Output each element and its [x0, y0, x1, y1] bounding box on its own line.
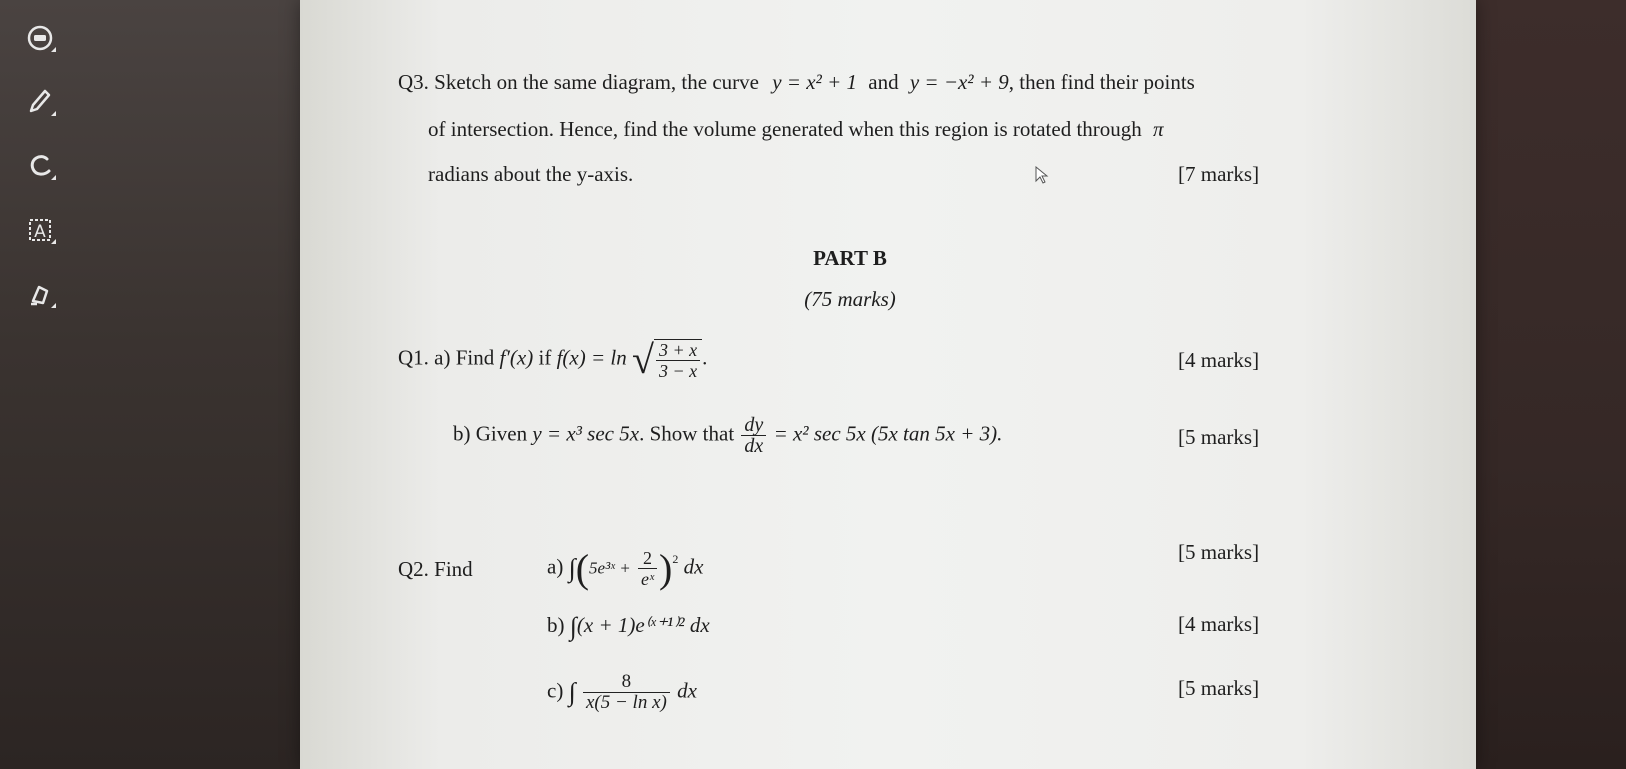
q1b-marks: [5 marks] [1178, 425, 1260, 449]
cursor-icon [1035, 166, 1049, 189]
q2b-expression: b) ∫(x + 1)e⁽ˣ⁺¹⁾² dx [547, 612, 710, 641]
q1b-text: b) Given [453, 421, 528, 446]
if-word: if [538, 345, 552, 370]
q2a-dx: dx [683, 554, 704, 579]
q2a-denominator: eˣ [640, 569, 655, 589]
integral-symbol: ∫ [568, 553, 576, 583]
show-that: . Show that [639, 421, 735, 446]
q3-text: Q3. Sketch on the same diagram, the curve [398, 70, 759, 94]
curve-2: y = −x² + 9 [909, 70, 1009, 94]
document-page [300, 0, 1476, 769]
q2-label: Q2. Find [398, 557, 473, 581]
sqrt-numerator: 3 + x [656, 340, 700, 361]
q1a-text: Q1. a) Find [398, 345, 495, 370]
curve-1: y = x² + 1 [772, 70, 857, 94]
q3-text-suffix: , then find their points [1008, 70, 1195, 94]
q2c-marks: [5 marks] [1178, 676, 1260, 700]
q1b-rhs: = x² sec 5x (5x tan 5x + 3). [773, 421, 1003, 446]
q3-line3: radians about the y-axis. [428, 162, 634, 186]
text-box-tool[interactable] [20, 210, 60, 250]
pi-symbol: π [1153, 117, 1164, 141]
lasso-tool[interactable] [20, 146, 60, 186]
q2a-marks: [5 marks] [1178, 540, 1260, 564]
svg-text:A: A [34, 222, 46, 242]
q2c-numerator: 8 [583, 672, 670, 693]
part-b-title: PART B [813, 246, 887, 270]
sqrt-expression: √ $\frac{3 + x}{3 - x}$ [632, 336, 702, 383]
sqrt-denominator: 3 − x [658, 360, 698, 381]
q3-text-2: of intersection. Hence, find the volume generated when this region is rotated through [428, 117, 1142, 141]
q2c-expression: c) ∫ $\frac{8}{\text{x(5 − ln x)}}$ dx [547, 671, 697, 713]
q3-line2 [428, 117, 1164, 142]
q1a-line: Q1. a) Find f′(x) if f(x) = ln √ $\frac{3 + x}{3 - x}$ . [398, 337, 708, 382]
eraser-tool[interactable] [20, 18, 60, 58]
q2a-numerator: 2 [638, 548, 657, 569]
q2a-label: a) [547, 554, 564, 579]
highlighter-tool[interactable] [20, 274, 60, 314]
q2c-denominator: x(5 − ln x) [585, 692, 667, 713]
q2b-integrand: (x + 1)e⁽ˣ⁺¹⁾² dx [576, 612, 710, 637]
q1b-line [453, 415, 1002, 456]
fprime: f′(x) [499, 345, 534, 370]
dy: dy [741, 415, 766, 436]
q2a-term1: 5e³ˣ + [589, 558, 631, 578]
pen-tool[interactable] [20, 82, 60, 122]
q2b-marks: [4 marks] [1178, 612, 1260, 636]
q2a-expression: a) ∫(5e³ˣ + $\frac{2}{\text{eˣ}}$ )$^2$ dx [547, 546, 704, 591]
q2b-label: b) [547, 612, 565, 637]
q1b-function: y = x³ sec 5x [532, 421, 640, 446]
q1a-marks: [4 marks] [1178, 348, 1260, 372]
q2c-label: c) [547, 678, 564, 703]
q3-line1 [398, 70, 1195, 95]
dx: dx [744, 435, 764, 457]
and-word: and [868, 70, 899, 94]
part-b-marks: (75 marks) [804, 287, 896, 311]
annotation-toolbar [20, 18, 68, 338]
q2c-dx: dx [677, 678, 697, 703]
q3-marks: [7 marks] [1178, 162, 1260, 186]
fx-definition: f(x) = ln [556, 345, 627, 370]
